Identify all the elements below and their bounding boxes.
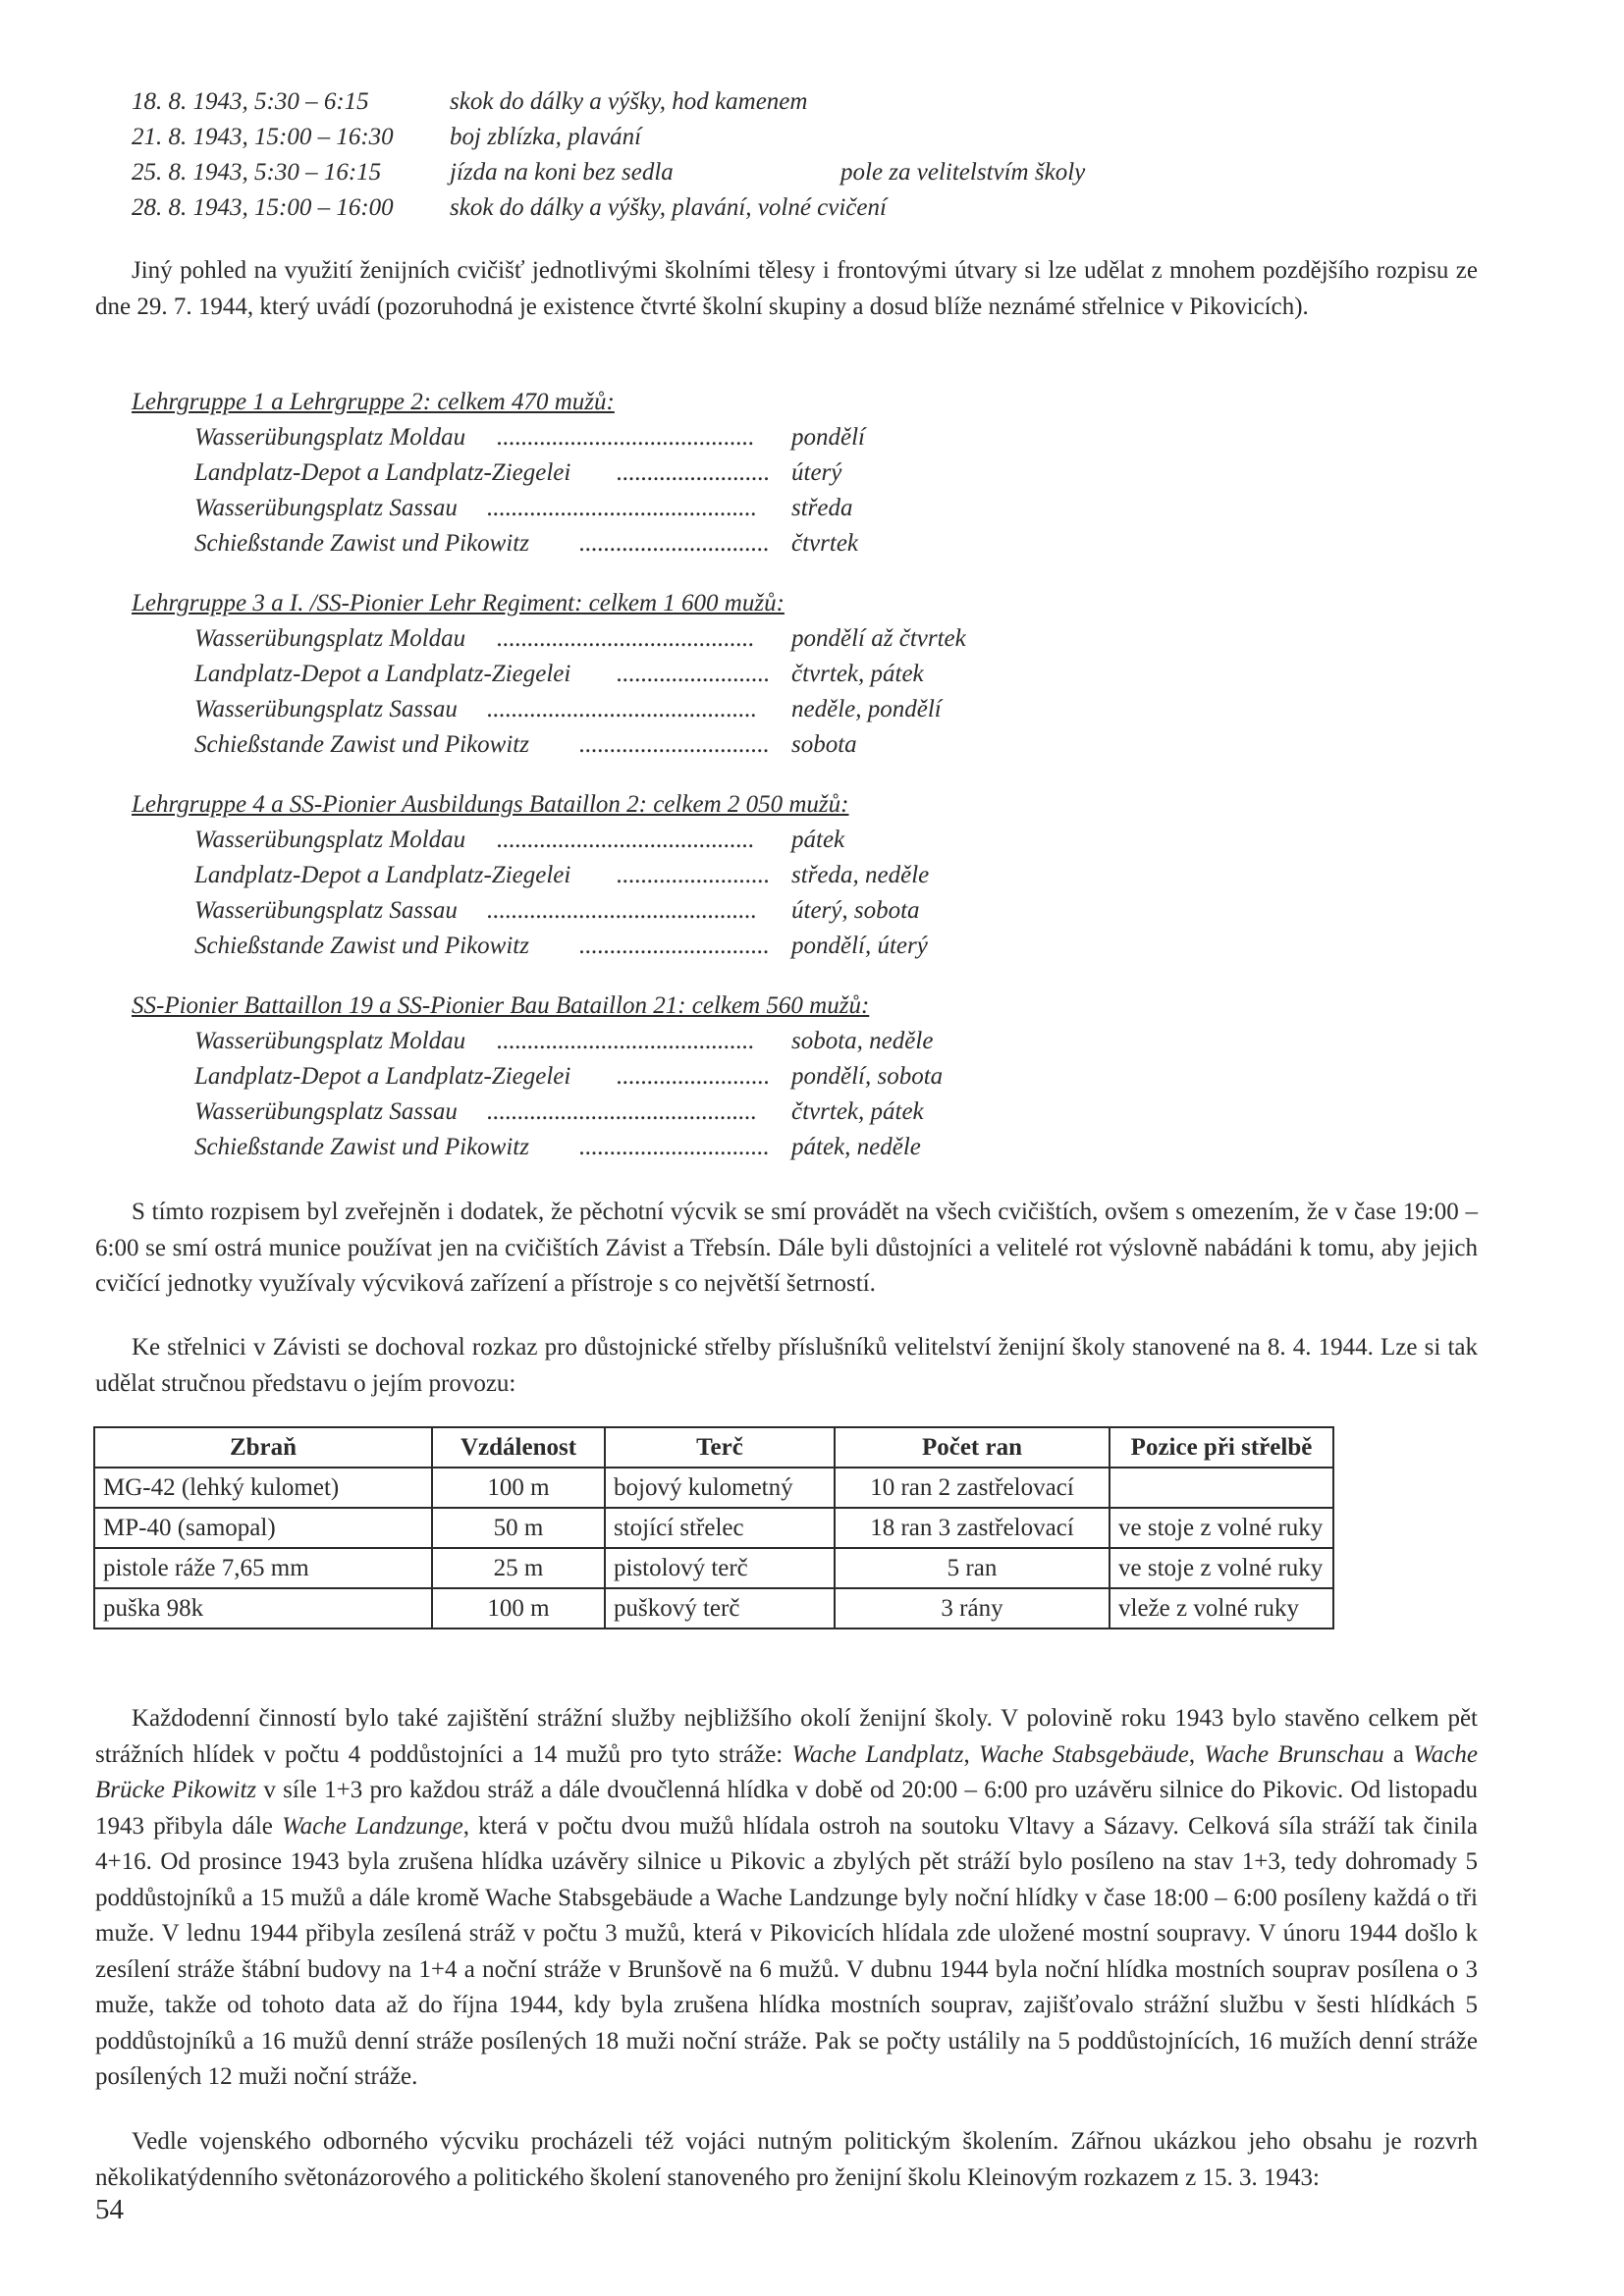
item-place: Wasserübungsplatz Moldau [194, 1028, 466, 1054]
item-dots: ............................................ [487, 1098, 757, 1125]
cell-rounds: 5 ran [835, 1548, 1110, 1588]
item-dots: .......................................... [497, 424, 755, 451]
item-dots: ......................... [617, 862, 771, 888]
addendum-paragraph-text: S tímto rozpisem byl zveřejněn i dodatek, že pěchotní výcvik se smí provádět na všech cvičištích, ovšem s omezením, že v čase 19:00 – 6:00 se smí ostrá munice používat jen na cvičištích Závist a Třebsín. Dále byli důstojníci a velitelé rot výslovně nabádáni k tomu, aby jejich cvičící jednotky využívaly výcviková zařízení a přístroje s co největší šetrností. [95, 1199, 1478, 1297]
item-place: Wasserübungsplatz Sassau [194, 1098, 458, 1125]
header-position: Pozice při střelbě [1110, 1427, 1333, 1468]
item-day: neděle, pondělí [791, 696, 942, 722]
cell-rounds: 3 rány [835, 1588, 1110, 1629]
addendum-paragraph [95, 1195, 1478, 1303]
item-dots: ............................... [579, 933, 770, 959]
cell-rounds: 18 ran 3 zastřelovací [835, 1508, 1110, 1548]
intro-paragraph-text: Jiný pohled na využití ženijních cvičišť jednotlivými školními tělesy i frontovými útvary si lze udělat z mnohem pozdějšího rozpisu ze dne 29. 7. 1944, který uvádí (pozoruhodná je existence čtvrté školní skupiny a dosud blíže neznámé střelnice v Pikovicích). [95, 257, 1478, 320]
table-row [94, 1548, 1333, 1588]
item-dots: ............................... [579, 1134, 770, 1160]
cell-distance: 25 m [432, 1548, 605, 1588]
group-heading: Lehrgruppe 4 a SS-Pionier Ausbildungs Bataillon 2: celkem 2 050 mužů: [132, 791, 849, 818]
guard-name: Wache Brunschau [1204, 1740, 1384, 1768]
schedule-activity: skok do dálky a výšky, plavání, volné cvičení [450, 194, 887, 221]
table-row [94, 1588, 1333, 1629]
item-dots: ............................................ [487, 897, 757, 924]
cell-position: ve stoje z volné ruky [1110, 1548, 1333, 1588]
item-dots: ......................... [617, 1063, 771, 1090]
item-day: sobota, neděle [791, 1028, 934, 1054]
item-day: středa [791, 495, 853, 521]
item-place: Wasserübungsplatz Sassau [194, 696, 458, 722]
cell-weapon: puška 98k [94, 1588, 432, 1629]
political-paragraph-text: Vedle vojenského odborného výcviku procházeli též vojáci nutným politickým školením. Zářnou ukázkou jeho obsahu je rozvrh několikatýdenního světonázorového a politického školení stanoveného pro ženijní školu Kleinovým rozkazem z 15. 3. 1943: [95, 2128, 1478, 2191]
item-day: úterý, sobota [791, 897, 920, 924]
cell-distance: 50 m [432, 1508, 605, 1548]
cell-weapon: MP-40 (samopal) [94, 1508, 432, 1548]
item-day: úterý [791, 459, 842, 486]
item-day: pondělí až čtvrtek [791, 625, 966, 652]
item-dots: ............................................ [487, 495, 757, 521]
cell-weapon: pistole ráže 7,65 mm [94, 1548, 432, 1588]
item-place: Schießstande Zawist und Pikowitz [194, 1134, 529, 1160]
schedule-date: 21. 8. 1943, 15:00 – 16:30 [132, 124, 394, 150]
item-place: Landplatz-Depot a Landplatz-Ziegelei [194, 862, 571, 888]
item-dots: ............................... [579, 530, 770, 557]
guard-text: , [963, 1740, 979, 1768]
item-dots: ......................... [617, 459, 771, 486]
item-day: pondělí [791, 424, 865, 451]
guard-paragraph-text [95, 1701, 1478, 2096]
shooting-table [93, 1426, 1334, 1629]
item-dots: ......................... [617, 661, 771, 687]
item-day: sobota [791, 731, 857, 758]
schedule-activity: skok do dálky a výšky, hod kamenem [450, 88, 808, 115]
group-heading: Lehrgruppe 3 a I. /SS-Pionier Lehr Regiment: celkem 1 600 mužů: [132, 590, 785, 616]
schedule-place: pole za velitelstvím školy [840, 159, 1086, 186]
item-day: pátek, neděle [791, 1134, 921, 1160]
political-paragraph [95, 2124, 1478, 2196]
item-place: Wasserübungsplatz Moldau [194, 827, 466, 853]
intro-paragraph [95, 253, 1478, 325]
cell-position: ve stoje z volné ruky [1110, 1508, 1333, 1548]
cell-target: pistolový terč [605, 1548, 835, 1588]
cell-target: bojový kulometný [605, 1468, 835, 1508]
guard-text: a [1383, 1740, 1414, 1768]
item-place: Wasserübungsplatz Sassau [194, 897, 458, 924]
item-day: čtvrtek, pátek [791, 661, 924, 687]
group-heading: SS-Pionier Battaillon 19 a SS-Pionier Bau Bataillon 21: celkem 560 mužů: [132, 992, 870, 1019]
item-dots: ............................... [579, 731, 770, 758]
guard-name: Wache Landplatz [791, 1740, 964, 1768]
table-row [94, 1508, 1333, 1548]
item-dots: .......................................... [497, 1028, 755, 1054]
item-place: Schießstande Zawist und Pikowitz [194, 933, 529, 959]
cell-distance: 100 m [432, 1588, 605, 1629]
item-place: Landplatz-Depot a Landplatz-Ziegelei [194, 1063, 571, 1090]
item-place: Schießstande Zawist und Pikowitz [194, 731, 529, 758]
header-target: Terč [605, 1427, 835, 1468]
header-rounds: Počet ran [835, 1427, 1110, 1468]
item-dots: ............................................ [487, 696, 757, 722]
schedule-activity: boj zblízka, plavání [450, 124, 642, 150]
cell-distance: 100 m [432, 1468, 605, 1508]
item-day: pondělí, sobota [791, 1063, 944, 1090]
item-place: Wasserübungsplatz Moldau [194, 625, 466, 652]
item-day: pátek [791, 827, 845, 853]
guard-name: Wache Brücke Pikowitz [95, 1740, 1479, 1803]
guard-text: , která v počtu dvou mužů hlídala ostroh na soutoku Vltavy a Sázavy. Celková síla stráží tak činila 4+16. Od prosince 1943 byla zrušena hlídka uzávěry silnice u Pikovic a zbylých pět stráží bylo posíleno na stav 1+3, tedy dohromady 5 poddůstojníků a 15 mužů a dále kromě Wache Stabsgebäude a Wache Landzunge byly noční hlídky v čase 18:00 – 6:00 posíleny každá o tři muže. V lednu 1944 přibyla zesílená stráž v počtu 3 mužů, která v Pikovicích hlídala zde uložené mostní soupravy. V únoru 1944 došlo k zesílení stráže štábní budovy na 1+4 a noční stráže v Brunšově na 6 mužů. V dubnu 1944 byla noční hlídka mostních souprav posílena o 3 muže, takže od tohoto data až do října 1944, kdy byla zrušena hlídka mostních souprav, zajišťovalo strážní službu v šesti hlídkách 5 poddůstojníků a 16 mužů denní stráže posílených 18 muži noční stráže. Pak se počty ustálily na 5 poddůstojnících, 16 mužích denní stráže posílených 12 muži noční stráže. [95, 1812, 1479, 2090]
guard-text: Každodenní činností bylo také zajištění strážní služby nejbližšího okolí ženijní školy. V polovině roku 1943 bylo stavěno celkem pět strážních hlídek v počtu 4 poddůstojníci a 14 mužů pro tyto stráže: [95, 1705, 1478, 1768]
range-paragraph [95, 1330, 1478, 1402]
cell-target: stojící střelec [605, 1508, 835, 1548]
table-row [94, 1468, 1333, 1508]
cell-rounds: 10 ran 2 zastřelovací [835, 1468, 1110, 1508]
header-distance: Vzdálenost [432, 1427, 605, 1468]
item-day: čtvrtek, pátek [791, 1098, 924, 1125]
cell-position [1110, 1468, 1333, 1508]
item-place: Wasserübungsplatz Sassau [194, 495, 458, 521]
schedule-activity: jízda na koni bez sedla [450, 159, 674, 186]
item-place: Landplatz-Depot a Landplatz-Ziegelei [194, 661, 571, 687]
guard-name: Wache Landzunge [282, 1812, 463, 1840]
guard-text: v síle 1+3 pro každou stráž a dále dvoučlenná hlídka v době od 20:00 – 6:00 pro uzávěru silnice do Pikovic. Od listopadu 1943 přibyla dále [95, 1777, 1478, 1840]
item-day: čtvrtek [791, 530, 859, 557]
guard-name: Wache Stabsgebäude [979, 1740, 1189, 1768]
header-weapon: Zbraň [94, 1427, 432, 1468]
range-paragraph-text: Ke střelnici v Závisti se dochoval rozkaz pro důstojnické střelby příslušníků velitelství ženijní školy stanovené na 8. 4. 1944. Lze si tak udělat stručnou představu o jejím provozu: [95, 1334, 1478, 1397]
schedule-date: 25. 8. 1943, 5:30 – 16:15 [132, 159, 382, 186]
guard-text: , [1188, 1740, 1205, 1768]
schedule-date: 28. 8. 1943, 15:00 – 16:00 [132, 194, 394, 221]
item-place: Landplatz-Depot a Landplatz-Ziegelei [194, 459, 571, 486]
table-header-row [94, 1427, 1333, 1468]
item-place: Wasserübungsplatz Moldau [194, 424, 466, 451]
group-heading: Lehrgruppe 1 a Lehrgruppe 2: celkem 470 mužů: [132, 389, 615, 415]
item-dots: .......................................... [497, 625, 755, 652]
cell-weapon: MG-42 (lehký kulomet) [94, 1468, 432, 1508]
item-day: středa, neděle [791, 862, 930, 888]
item-dots: .......................................... [497, 827, 755, 853]
item-day: pondělí, úterý [791, 933, 928, 959]
cell-position: vleže z volné ruky [1110, 1588, 1333, 1629]
item-place: Schießstande Zawist und Pikowitz [194, 530, 529, 557]
schedule-date: 18. 8. 1943, 5:30 – 6:15 [132, 88, 369, 115]
cell-target: puškový terč [605, 1588, 835, 1629]
page-number: 54 [95, 2194, 124, 2225]
guard-paragraph [95, 1701, 1478, 2096]
